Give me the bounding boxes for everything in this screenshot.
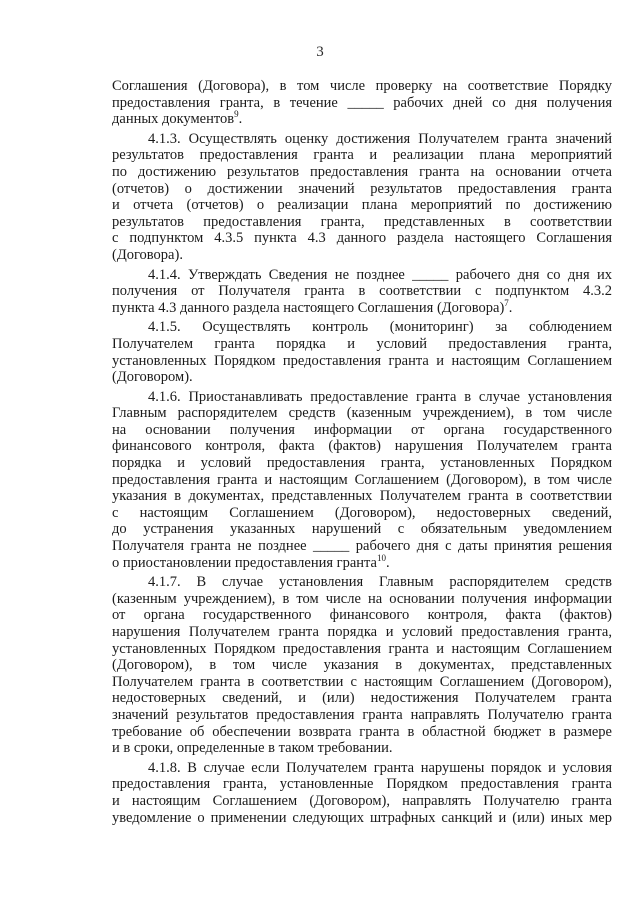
text-line	[112, 776, 612, 793]
line-text: с подпунктом 4.3.5 пункта 4.3 данного раздела настоящего Соглашения	[112, 230, 612, 247]
paragraph-p415	[112, 319, 612, 385]
footnote-ref: 10	[377, 552, 386, 563]
line-text: с настоящим Соглашением (Договором), недостоверных сведений,	[112, 504, 612, 521]
text-line	[112, 214, 612, 231]
line-text: установленных Порядком предоставления гранта и настоящим Соглашением	[112, 640, 612, 657]
text-line	[112, 574, 612, 591]
text-line	[112, 607, 612, 624]
text-line	[112, 674, 612, 691]
text-line	[112, 690, 612, 707]
line-tail: .	[508, 299, 513, 316]
text-line	[112, 95, 612, 112]
line-text: 4.1.7. В случае установления Главным распорядителем средств	[148, 574, 612, 591]
line-text: предоставления гранта, в течение _____ рабочих дней со дня получения	[112, 94, 612, 111]
line-text: (Договором).	[112, 369, 193, 386]
text-line	[112, 131, 612, 148]
text-line	[112, 389, 612, 406]
text-line	[112, 455, 612, 472]
text-line	[112, 505, 612, 522]
text-line	[112, 319, 612, 336]
text-line	[112, 488, 612, 505]
line-text: о приостановлении предоставления гранта	[112, 554, 377, 571]
line-text: и отчета (отчетов) о реализации плана мероприятий по достижению	[112, 197, 612, 214]
line-text: предоставления гранта, установленные Порядком предоставления гранта	[112, 776, 612, 793]
text-line	[112, 552, 612, 572]
line-text: от органа государственного финансового контроля, факта (фактов)	[112, 607, 612, 624]
page-number: 3	[316, 44, 324, 60]
line-text: Соглашения (Договора), в том числе проверку на соответствие Порядку	[112, 78, 612, 94]
line-text: пункта 4.3 данного раздела настоящего Соглашения (Договора)	[112, 299, 505, 316]
line-text: и в сроки, определенные в таком требовании.	[112, 740, 393, 757]
text-line	[112, 336, 612, 353]
line-text: 4.1.5. Осуществлять контроль (мониторинг) за соблюдением	[148, 319, 612, 336]
line-text: до устранения указанных нарушений с обязательным уведомлением	[112, 521, 612, 538]
line-text: значений результатов предоставления гранта направлять Получателю гранта	[112, 706, 612, 723]
document-body	[112, 78, 612, 829]
paragraph-p416	[112, 389, 612, 572]
line-text: Получателя гранта не позднее _____ рабочего дня с даты принятия решения	[112, 538, 612, 555]
line-text: 4.1.8. В случае если Получателем гранта нарушены порядок и условия	[148, 759, 612, 776]
text-line	[112, 760, 612, 777]
line-text: финансового контроля, факта (фактов) нарушения Получателем гранта	[112, 438, 612, 455]
text-line	[112, 657, 612, 674]
text-line	[112, 591, 612, 608]
text-line	[112, 230, 612, 247]
line-text: 4.1.4. Утверждать Сведения не позднее _____ рабочего дня со дня их	[148, 266, 612, 283]
text-line	[112, 740, 612, 757]
paragraph-p417	[112, 574, 612, 757]
line-text: результатов предоставления гранта и реализации плана мероприятий	[112, 147, 612, 164]
line-text: (отчетов) о достижении значений результатов предоставления гранта	[112, 180, 612, 197]
line-text: данных документов	[112, 111, 235, 128]
line-text: 4.1.6. Приостанавливать предоставление гранта в случае установления	[148, 388, 612, 405]
line-text: требование об обеспечении возврата гранта в областной бюджет в размере	[112, 723, 612, 740]
line-tail: .	[386, 554, 390, 571]
line-text: (Договора).	[112, 246, 183, 263]
text-line	[112, 164, 612, 181]
line-tail: .	[238, 111, 243, 128]
paragraph-p414	[112, 267, 612, 317]
line-text: результатов предоставления гранта, представленных в соответствии	[112, 213, 612, 230]
text-line	[112, 267, 612, 284]
text-line	[112, 111, 612, 128]
line-text: предоставления гранта и настоящим Соглашением (Договором), в том числе	[112, 471, 612, 488]
line-text: (казенным учреждением), в том числе на основании получения информации	[112, 590, 612, 607]
text-line	[112, 793, 612, 810]
line-text: Получателем гранта в соответствии с настоящим Соглашением (Договором),	[112, 673, 612, 690]
line-text: Главным распорядителем средств (казенным учреждением), в том числе	[112, 405, 612, 422]
text-line	[112, 78, 612, 95]
line-text: указания в документах, представленных Получателем гранта в соответствии	[112, 488, 612, 505]
paragraph-cont	[112, 78, 612, 128]
line-text: получения от Получателя гранта в соответствии с подпунктом 4.3.2	[112, 283, 612, 300]
text-line	[112, 422, 612, 439]
text-line	[112, 369, 612, 386]
footnote-ref: 7	[504, 297, 509, 308]
line-text: установленных Порядком предоставления гранта и настоящим Соглашением	[112, 352, 612, 369]
line-text: на основании получения информации от органа государственного	[112, 421, 612, 438]
footnote-ref: 9	[234, 109, 239, 120]
text-line	[112, 147, 612, 164]
text-line	[112, 624, 612, 641]
text-line	[112, 297, 612, 317]
text-line	[112, 181, 612, 198]
text-line	[112, 724, 612, 741]
text-line	[112, 405, 612, 422]
line-text: недостоверных сведений, и (или) недостижения Получателем гранта	[112, 690, 612, 707]
line-text: нарушения Получателем гранта порядка и условий предоставления гранта,	[112, 624, 612, 640]
text-line	[112, 197, 612, 214]
line-text: Получателем гранта порядка и условий предоставления гранта,	[112, 335, 612, 352]
text-line	[112, 641, 612, 658]
line-text: 4.1.3. Осуществлять оценку достижения Получателем гранта значений	[148, 130, 612, 147]
line-text: порядка и условий предоставления гранта, установленных Порядком	[112, 455, 612, 472]
text-line	[112, 521, 612, 538]
text-line	[112, 438, 612, 455]
text-line	[112, 810, 612, 827]
text-line	[112, 707, 612, 724]
text-line	[112, 353, 612, 370]
paragraph-p413	[112, 131, 612, 264]
text-line	[112, 283, 612, 300]
text-line	[112, 538, 612, 555]
paragraph-p418	[112, 760, 612, 826]
line-text: (Договором), в том числе указания в документах, представленных	[112, 657, 612, 674]
text-line	[112, 472, 612, 489]
line-text: и настоящим Соглашением (Договором), направлять Получателю гранта	[112, 792, 612, 809]
line-text: уведомление о применении следующих штрафных санкций и (или) иных мер	[112, 809, 612, 826]
line-text: по достижению результатов предоставления гранта на основании отчета	[112, 163, 612, 180]
text-line	[112, 247, 612, 264]
